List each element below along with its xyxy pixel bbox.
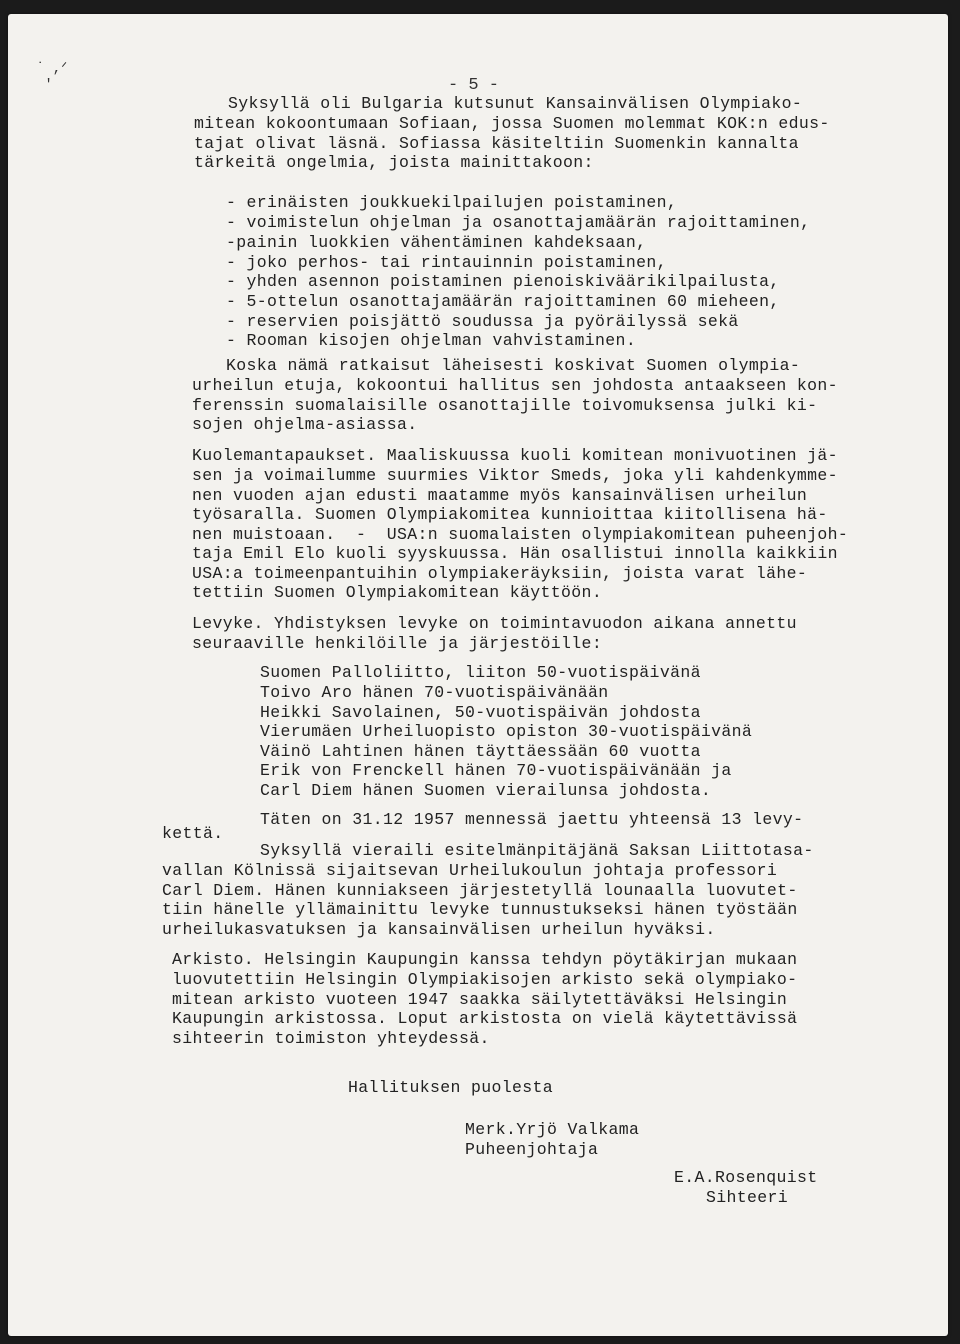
archive-line: Arkisto. Helsingin Kaupungin kanssa tehdyn pöytäkirjan mukaan xyxy=(172,950,798,969)
archive-line: sihteerin toimiston yhteydessä. xyxy=(172,1029,490,1048)
signer-2-title: Sihteeri xyxy=(706,1188,789,1207)
recipient-item: Väinö Lahtinen hänen täyttäessään 60 vuotta xyxy=(260,742,701,761)
recipient-item: Vierumäen Urheiluopisto opiston 30-vuotispäivänä xyxy=(260,722,753,741)
issue-item: - 5-ottelun osanottajamäärän rajoittaminen 60 mieheen, xyxy=(226,292,780,311)
recipient-item: Toivo Aro hänen 70-vuotispäivänään xyxy=(260,683,609,702)
conference-line: sojen ohjelma-asiassa. xyxy=(192,415,418,434)
total-line: tiin hänelle yllämainittu levyke tunnustukseksi hänen työstään xyxy=(162,900,798,919)
deaths-line: taja Emil Elo kuoli syyskuussa. Hän osallistui innolla kaikkiin xyxy=(192,544,838,563)
total-line: vallan Kölnissä sijaitsevan Urheilukoulun johtaja professori xyxy=(162,861,778,880)
total-line: Carl Diem. Hänen kunniakseen järjestetyllä lounaalla luovutet- xyxy=(162,881,798,900)
deaths-line: nen muistoaan. - USA:n suomalaisten olympiakomitean puheenjoh- xyxy=(192,525,849,544)
intro-line: Syksyllä oli Bulgaria kutsunut Kansainvälisen Olympiako- xyxy=(228,94,803,113)
issue-item: - joko perhos- tai rintauinnin poistaminen, xyxy=(226,253,667,272)
conference-line: urheilun etuja, kokoontui hallitus sen johdosta antaakseen kon- xyxy=(192,376,838,395)
deaths-line: Kuolemantapaukset. Maaliskuussa kuoli komitean monivuotinen jä- xyxy=(192,446,838,465)
issue-item: - voimistelun ohjelman ja osanottajamäärän rajoittaminen, xyxy=(226,213,811,232)
conference-line: Koska nämä ratkaisut läheisesti koskivat Suomen olympia- xyxy=(226,356,801,375)
recipient-item: Erik von Frenckell hänen 70-vuotispäivänään ja xyxy=(260,761,732,780)
recipient-item: Carl Diem hänen Suomen vierailunsa johdosta. xyxy=(260,781,712,800)
archive-line: Kaupungin arkistossa. Loput arkistosta on vielä käytettävissä xyxy=(172,1009,798,1028)
conference-line: ferenssin suomalaisille osanottajille toivomuksensa julki ki- xyxy=(192,396,818,415)
total-line: kettä. xyxy=(162,824,224,843)
total-line: urheilukasvatuksen ja kansainvälisen urheilun hyväksi. xyxy=(162,920,716,939)
archive-line: mitean arkisto vuoteen 1947 saakka säilytettäväksi Helsingin xyxy=(172,990,788,1009)
issue-item: - yhden asennon poistaminen pienoiskiväärikilpailusta, xyxy=(226,272,780,291)
signer-1-title: Puheenjohtaja xyxy=(465,1140,599,1159)
stray-marks: ˙ ,ᐟ ' xyxy=(36,61,68,93)
badge-line: seuraaville henkilöille ja järjestöille: xyxy=(192,634,603,653)
archive-line: luovutettiin Helsingin Olympiakisojen arkisto sekä olympiako- xyxy=(172,970,798,989)
badge-line: Levyke. Yhdistyksen levyke on toimintavuodon aikana annettu xyxy=(192,614,797,633)
intro-line: mitean kokoontumaan Sofiaan, jossa Suomen molemmat KOK:n edus- xyxy=(194,114,830,133)
recipient-item: Suomen Palloliitto, liiton 50-vuotispäivänä xyxy=(260,663,701,682)
deaths-line: sen ja voimailumme suurmies Viktor Smeds, joka yli kahdenkymme- xyxy=(192,466,838,485)
deaths-line: tettiin Suomen Olympiakomitean käyttöön. xyxy=(192,583,603,602)
document-page xyxy=(8,14,948,1336)
deaths-line: nen vuoden ajan edusti maatamme myös kansainvälisen urheilun xyxy=(192,486,808,505)
signer-1-name: Merk.Yrjö Valkama xyxy=(465,1120,640,1139)
issue-item: - Rooman kisojen ohjelman vahvistaminen. xyxy=(226,331,637,350)
issue-item: - reservien poisjättö soudussa ja pyöräilyssä sekä xyxy=(226,312,739,331)
recipient-item: Heikki Savolainen, 50-vuotispäivän johdosta xyxy=(260,703,701,722)
deaths-line: USA:a toimeenpantuihin olympiakeräyksiin, joista varat lähe- xyxy=(192,564,808,583)
page-number: - 5 - xyxy=(448,76,500,95)
intro-line: tajat olivat läsnä. Sofiassa käsiteltiin Suomenkin kannalta xyxy=(194,134,799,153)
intro-line: tärkeitä ongelmia, joista mainittakoon: xyxy=(194,153,594,172)
issue-item: -painin luokkien vähentäminen kahdeksaan, xyxy=(226,233,647,252)
deaths-line: työsaralla. Suomen Olympiakomitea kunnioittaa kiitollisena hä- xyxy=(192,505,828,524)
issue-item: - erinäisten joukkuekilpailujen poistaminen, xyxy=(226,193,678,212)
closing-line: Hallituksen puolesta xyxy=(348,1078,554,1097)
total-line: Syksyllä vieraili esitelmänpitäjänä Saksan Liittotasa- xyxy=(260,841,814,860)
signer-2-name: E.A.Rosenquist xyxy=(674,1168,818,1187)
total-line: Täten on 31.12 1957 mennessä jaettu yhteensä 13 levy- xyxy=(260,810,804,829)
